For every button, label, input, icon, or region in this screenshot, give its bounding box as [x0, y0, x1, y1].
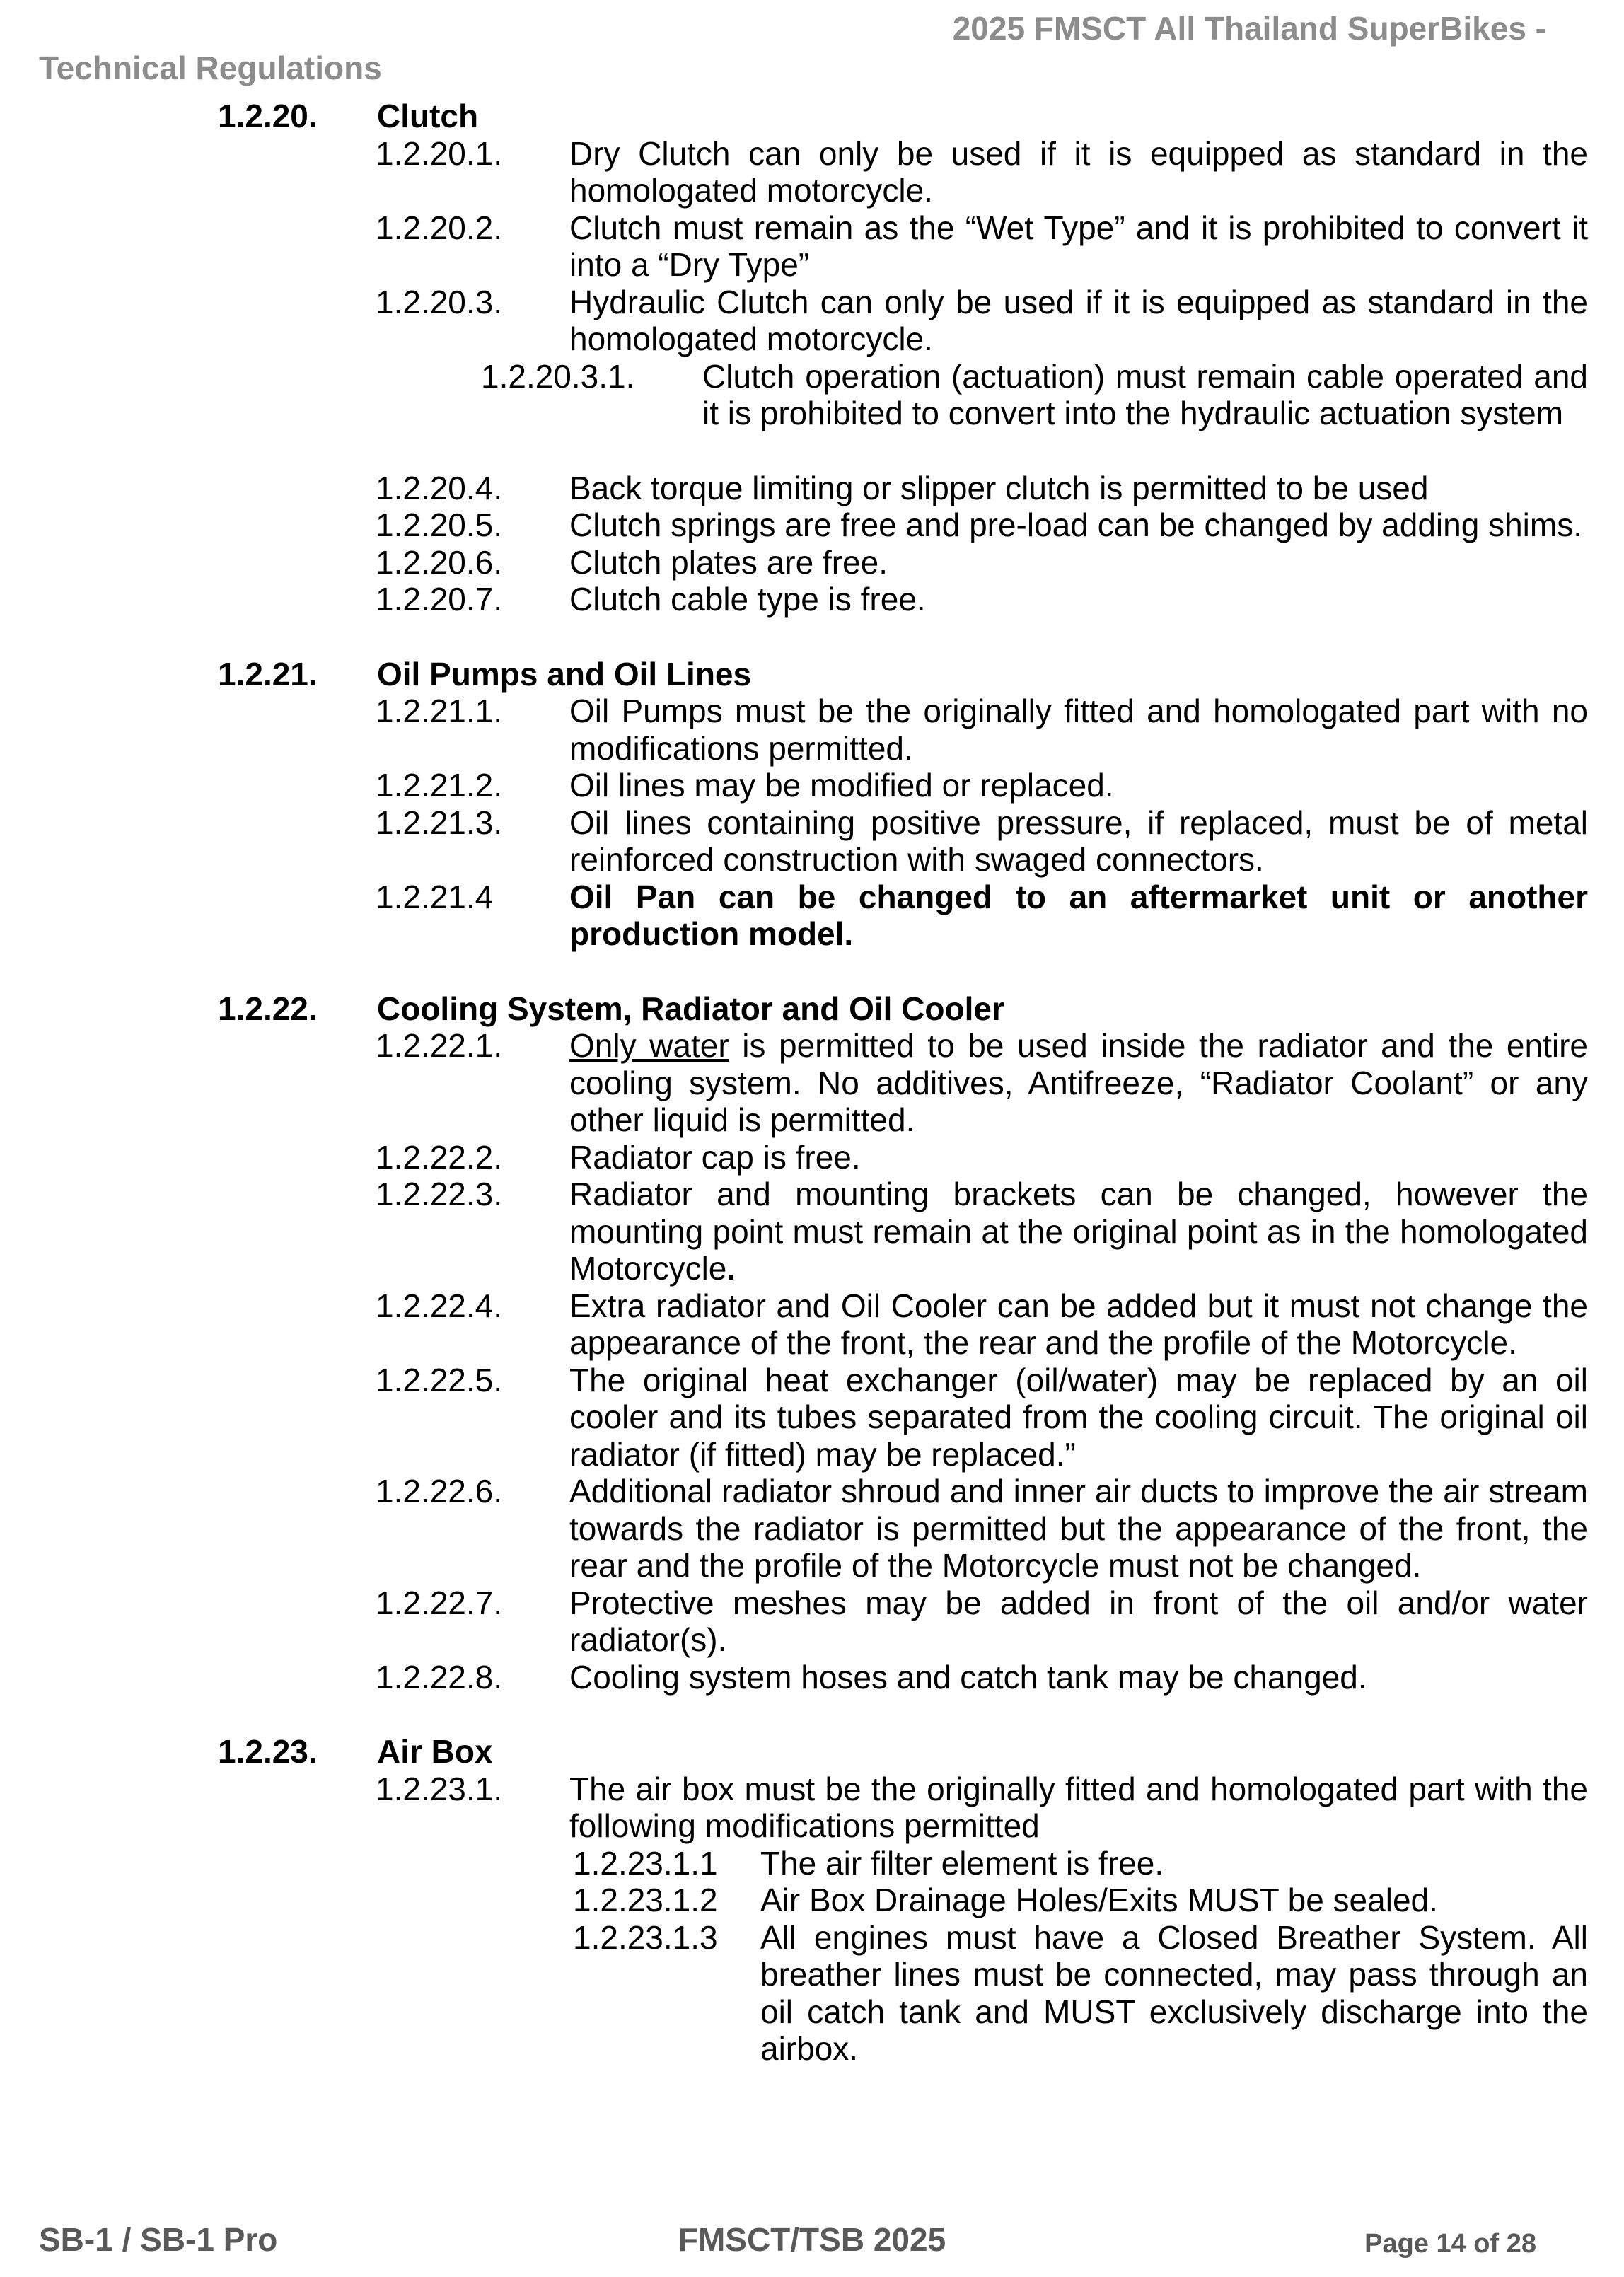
- item-text: Clutch operation (actuation) must remain cable operated and it is prohibited to convert into the hydraulic actuation system: [702, 357, 1588, 431]
- section-title: Oil Pumps and Oil Lines: [377, 655, 752, 693]
- item-text: Only water is permitted to be used inside the radiator and the entire cooling system. No additives, Antifreeze, “Radiator Coolant” or any other liquid is permitted.: [569, 1027, 1588, 1138]
- item-text: Additional radiator shroud and inner air ducts to improve the air stream towards the radiator is permitted but the appearance of the front, the rear and the profile of the Motorcycle must not be changed.: [569, 1473, 1588, 1584]
- section-title: Air Box: [377, 1733, 493, 1770]
- regulation-item: [0, 284, 1588, 358]
- section-items: [0, 693, 1588, 953]
- item-text: Clutch plates are free.: [569, 543, 888, 581]
- item-text: Air Box Drainage Holes/Exits MUST be sealed.: [760, 1882, 1438, 1918]
- section-heading: [0, 98, 1588, 135]
- footer-document-label: FMSCT/TSB 2025: [678, 2221, 946, 2258]
- regulation-item: [0, 1882, 1588, 1919]
- regulation-item: [0, 209, 1588, 284]
- item-text: Protective meshes may be added in front of the oil and/or water radiator(s).: [569, 1584, 1588, 1658]
- section-number: 1.2.23.: [218, 1733, 318, 1770]
- regulation-item: [0, 1027, 1588, 1139]
- document-header-title: 2025 FMSCT All Thailand SuperBikes -: [952, 10, 1546, 47]
- regulation-item: [0, 1139, 1588, 1176]
- regulation-section: [0, 656, 1588, 953]
- regulation-item: [0, 1659, 1588, 1696]
- section-number: 1.2.21.: [218, 655, 318, 693]
- page-header: [0, 0, 1624, 88]
- item-number: 1.2.20.2.: [376, 209, 503, 246]
- item-number: 1.2.23.1.3: [573, 1918, 718, 1956]
- item-text: Oil Pan can be changed to an aftermarket unit or another production model.: [569, 878, 1588, 952]
- regulation-item: [0, 1584, 1588, 1659]
- section-items: [0, 1771, 1588, 2068]
- item-number: 1.2.21.3.: [376, 804, 503, 841]
- item-number: 1.2.23.1.1: [573, 1844, 718, 1882]
- item-text: All engines must have a Closed Breather System. All breather lines must be connected, may pass through an oil catch tank and MUST exclusively discharge into the airbox.: [760, 1918, 1588, 2067]
- regulation-item: [0, 1845, 1588, 1882]
- regulation-section: [0, 1733, 1588, 2068]
- regulation-item: [0, 358, 1588, 432]
- item-number: 1.2.20.6.: [376, 543, 503, 581]
- regulation-section: [0, 98, 1588, 618]
- item-text: Oil lines may be modified or replaced.: [569, 767, 1114, 804]
- footer-class-label: SB-1 / SB-1 Pro: [39, 2221, 278, 2258]
- item-number: 1.2.23.1.2: [573, 1882, 718, 1918]
- item-text: Clutch must remain as the “Wet Type” and it is prohibited to convert it into a “Dry Type”: [569, 209, 1588, 283]
- regulation-item: [0, 506, 1588, 544]
- item-number: 1.2.22.6.: [376, 1473, 503, 1510]
- regulation-item: [0, 767, 1588, 804]
- item-number: 1.2.21.1.: [376, 693, 503, 729]
- regulation-item: [0, 1919, 1588, 2068]
- regulation-item: [0, 135, 1588, 209]
- section-heading: [0, 990, 1588, 1028]
- item-text: The air box must be the originally fitted and homologated part with the following modifications permitted: [569, 1770, 1588, 1844]
- item-text: Extra radiator and Oil Cooler can be added but it must not change the appearance of the front, the rear and the profile of the Motorcycle.: [569, 1287, 1588, 1361]
- regulations-content: [0, 98, 1624, 2068]
- item-number: 1.2.22.8.: [376, 1658, 503, 1696]
- item-text: Cooling system hoses and catch tank may be changed.: [569, 1658, 1367, 1696]
- item-number: 1.2.22.7.: [376, 1584, 503, 1621]
- item-number: 1.2.22.4.: [376, 1287, 503, 1324]
- item-number: 1.2.22.3.: [376, 1176, 503, 1212]
- item-number: 1.2.22.5.: [376, 1361, 503, 1398]
- regulation-item: [0, 544, 1588, 581]
- regulation-item: [0, 804, 1588, 879]
- item-number: 1.2.20.3.1.: [481, 357, 635, 395]
- section-items: [0, 1027, 1588, 1696]
- section-number: 1.2.22.: [218, 990, 318, 1027]
- item-text: Radiator cap is free.: [569, 1138, 861, 1176]
- item-number: 1.2.22.2.: [376, 1138, 503, 1176]
- item-text: Hydraulic Clutch can only be used if it is equipped as standard in the homologated motorcycle.: [569, 283, 1588, 357]
- regulation-item: [0, 470, 1588, 507]
- item-text: Oil Pumps must be the originally fitted and homologated part with no modifications permitted.: [569, 693, 1588, 767]
- regulation-item: [0, 879, 1588, 953]
- footer-page-number: Page 14 of 28: [1364, 2229, 1536, 2259]
- item-number: 1.2.20.1.: [376, 134, 503, 172]
- item-text: Radiator and mounting brackets can be changed, however the mounting point must remain at the original point as in the homologated Motorcycle.: [569, 1176, 1588, 1287]
- regulation-item: [0, 1473, 1588, 1584]
- regulation-item: [0, 693, 1588, 767]
- item-number: 1.2.20.5.: [376, 506, 503, 543]
- item-text: Oil lines containing positive pressure, if replaced, must be of metal reinforced construction with swaged connectors.: [569, 804, 1588, 878]
- document-header-subtitle: Technical Regulations: [39, 50, 382, 86]
- item-number: 1.2.20.3.: [376, 283, 503, 320]
- regulation-item: [0, 581, 1588, 618]
- item-number: 1.2.21.2.: [376, 767, 503, 804]
- section-number: 1.2.20.: [218, 98, 318, 134]
- regulation-item: [0, 1771, 1588, 1845]
- item-text: Back torque limiting or slipper clutch is permitted to be used: [569, 469, 1429, 506]
- item-text: Dry Clutch can only be used if it is equipped as standard in the homologated motorcycle.: [569, 134, 1588, 209]
- item-number: 1.2.22.1.: [376, 1027, 503, 1064]
- section-items: [0, 135, 1588, 618]
- item-number: 1.2.20.4.: [376, 469, 503, 506]
- item-text: Clutch springs are free and pre-load can be changed by adding shims.: [569, 506, 1582, 543]
- regulation-item: [0, 1362, 1588, 1473]
- regulation-item: [0, 1176, 1588, 1287]
- item-text: The air filter element is free.: [760, 1844, 1164, 1882]
- section-title: Clutch: [377, 98, 479, 134]
- item-text: Clutch cable type is free.: [569, 581, 926, 618]
- item-number: 1.2.21.4: [376, 878, 494, 915]
- regulation-item: [0, 1287, 1588, 1362]
- section-title: Cooling System, Radiator and Oil Cooler: [377, 990, 1004, 1027]
- section-heading: [0, 656, 1588, 693]
- item-text: The original heat exchanger (oil/water) may be replaced by an oil cooler and its tubes separated from the cooling circuit. The original oil radiator (if fitted) may be replaced.”: [569, 1361, 1588, 1473]
- regulation-section: [0, 990, 1588, 1696]
- item-number: 1.2.20.7.: [376, 581, 503, 618]
- section-heading: [0, 1733, 1588, 1771]
- item-number: 1.2.23.1.: [376, 1770, 503, 1807]
